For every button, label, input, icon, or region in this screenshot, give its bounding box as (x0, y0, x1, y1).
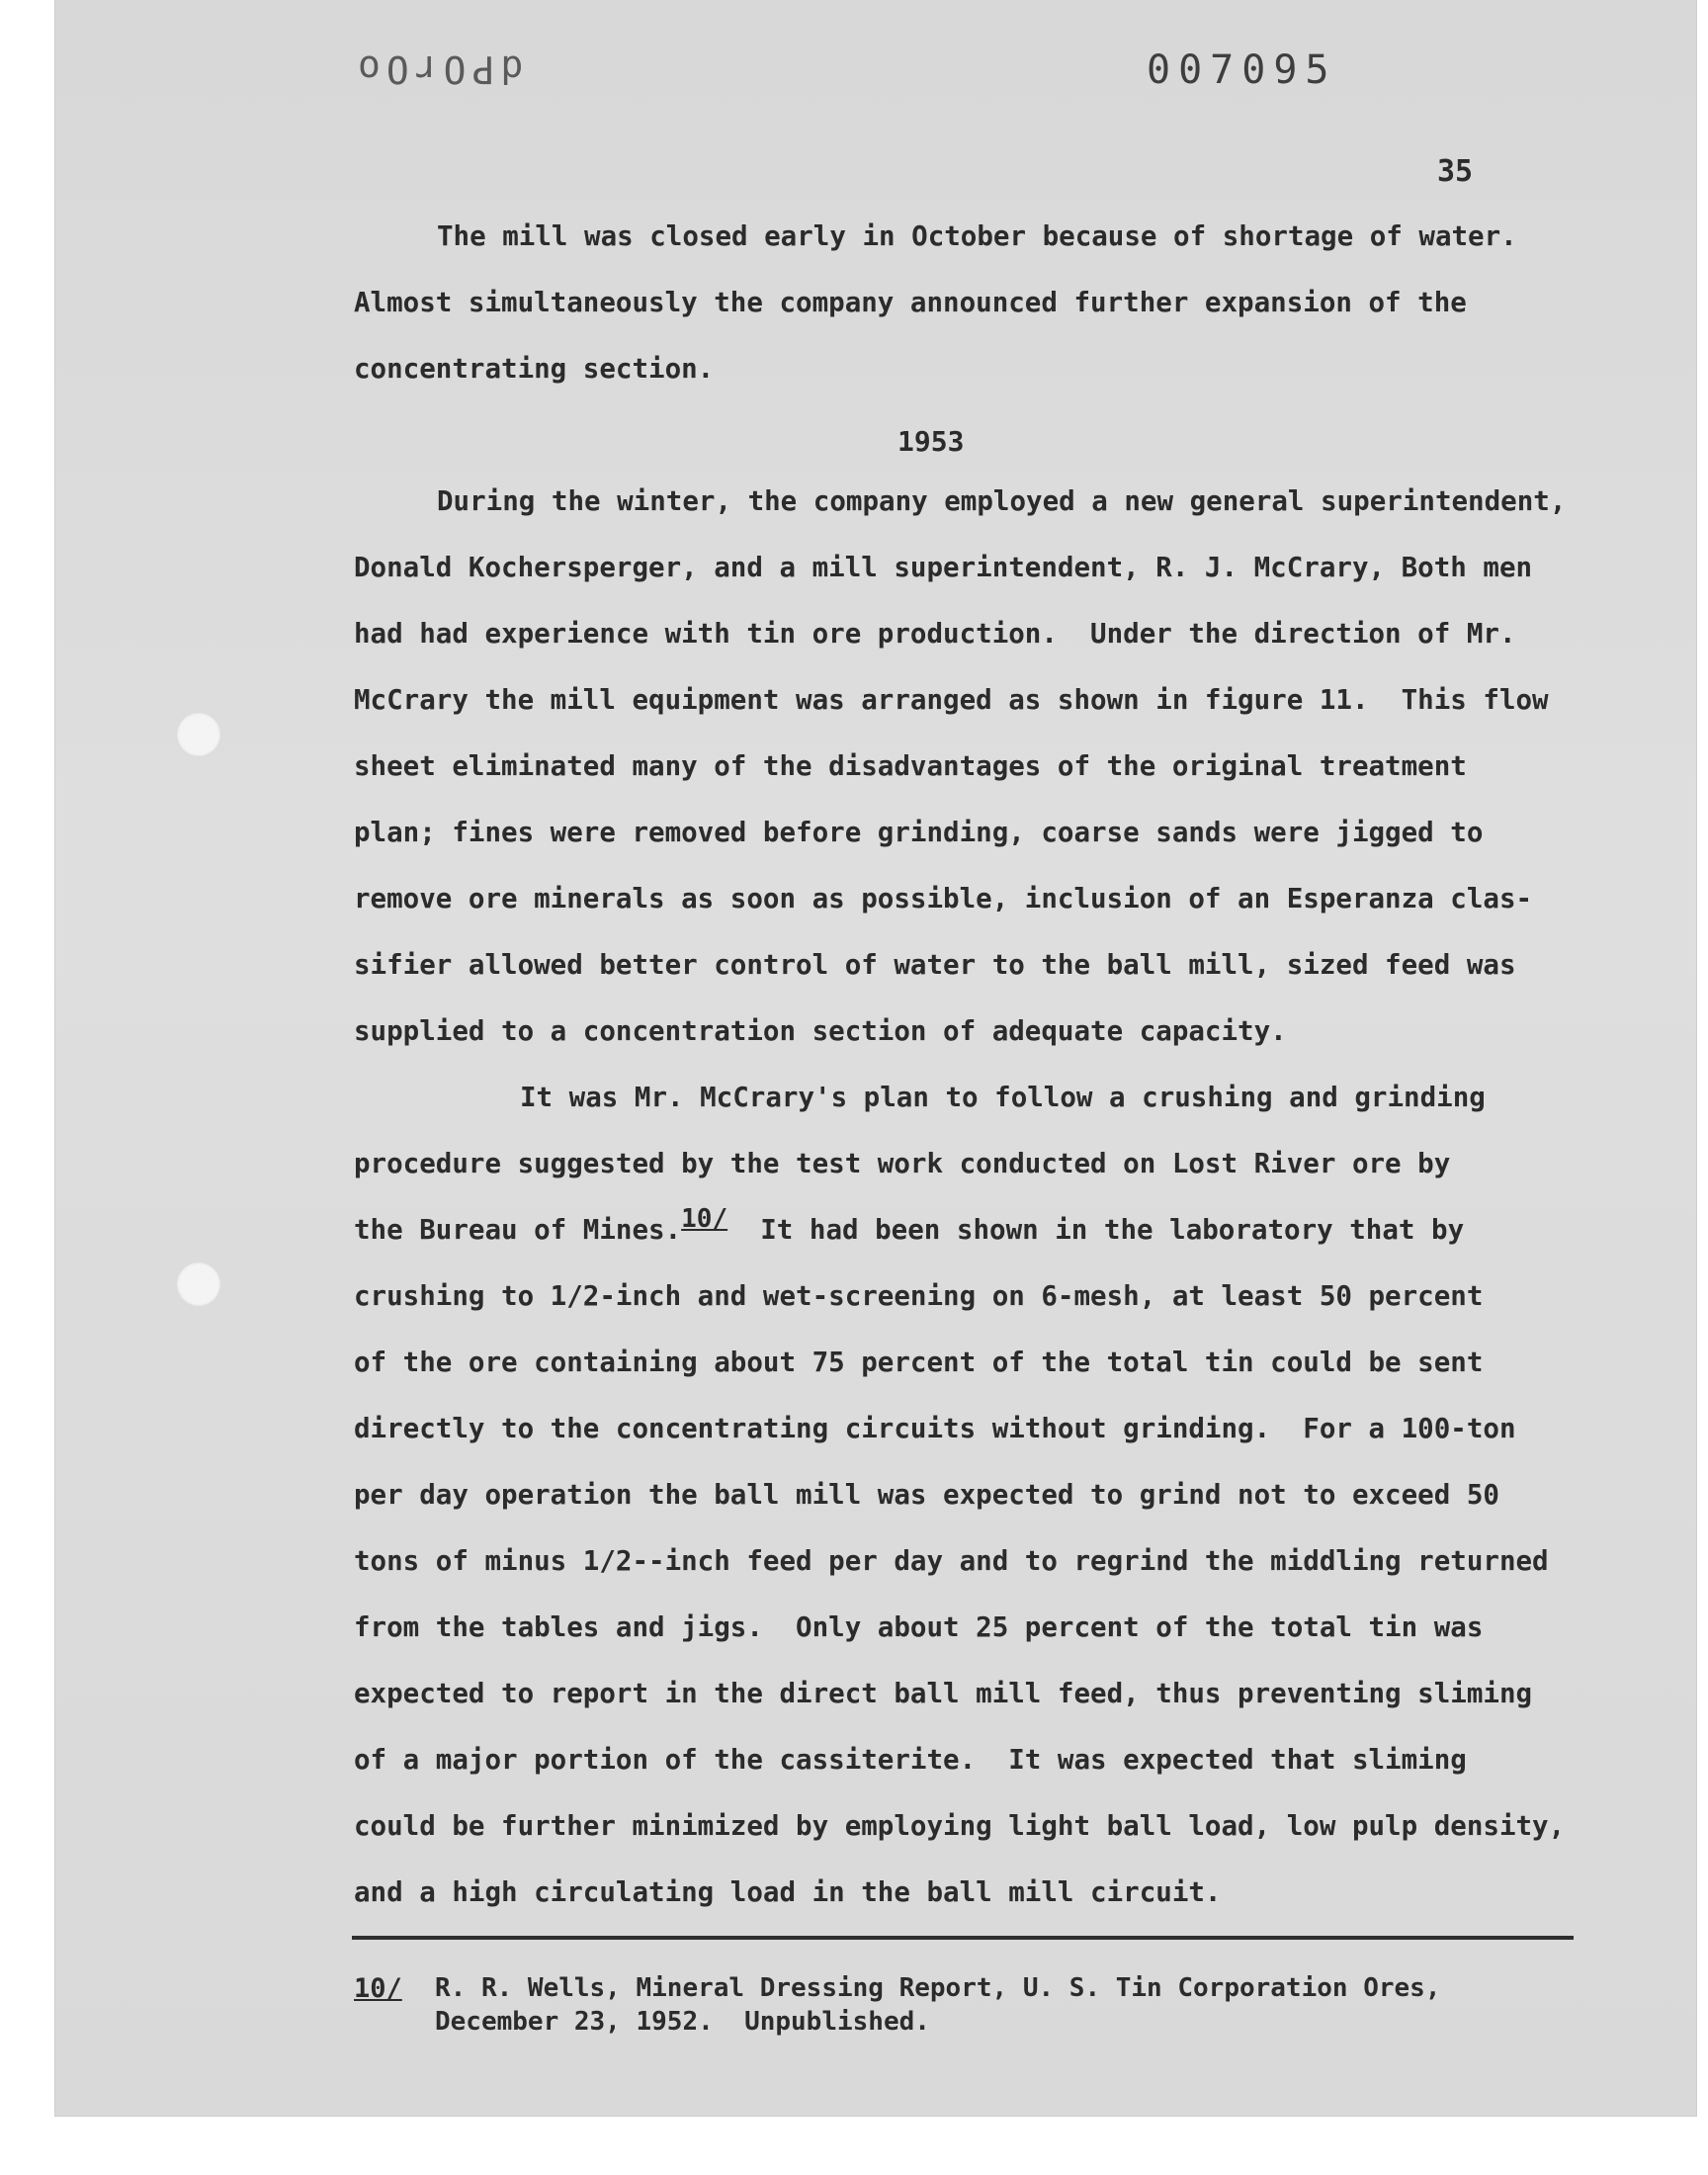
paragraph-line: remove ore minerals as soon as possible, inclusion of an Esperanza clas- (354, 883, 1533, 914)
paragraph-line: per day operation the ball mill was expected to grind not to exceed 50 (354, 1479, 1499, 1511)
paragraph-line: and a high circulating load in the ball mill circuit. (354, 1876, 1222, 1908)
page-number: 35 (1437, 154, 1474, 189)
paragraph-line: McCrary the mill equipment was arranged as shown in figure 11. This flow (354, 684, 1549, 716)
punch-hole-top (176, 712, 221, 757)
paragraph-line: Almost simultaneously the company announced further expansion of the (354, 287, 1467, 318)
stamp-left: dPOrOo (352, 47, 524, 91)
paragraph-line: plan; fines were removed before grinding, coarse sands were jigged to (354, 817, 1484, 848)
footnote-divider (352, 1936, 1574, 1940)
paragraph-line: procedure suggested by the test work conducted on Lost River ore by (354, 1148, 1451, 1179)
paragraph-line: tons of minus 1/2--inch feed per day and to regrind the middling returned (354, 1545, 1549, 1577)
footnote-label: 10/ (354, 1973, 402, 2004)
document-number-stamp: 007095 (1147, 47, 1337, 93)
paragraph-text: the Bureau of Mines. (354, 1214, 682, 1246)
paragraph-line: concentrating section. (354, 353, 715, 385)
paragraph-text: It had been shown in the laboratory that by (727, 1214, 1465, 1246)
footnote-reference: 10/ (681, 1204, 728, 1234)
paragraph-line: It was Mr. McCrary's plan to follow a crushing and grinding (520, 1082, 1486, 1113)
footnote-text-line: R. R. Wells, Mineral Dressing Report, U. S. Tin Corporation Ores, (435, 1973, 1441, 2003)
document-page (55, 0, 1696, 2116)
paragraph-line: crushing to 1/2-inch and wet-screening on 6-mesh, at least 50 percent (354, 1280, 1484, 1312)
footnote-text-line: December 23, 1952. Unpublished. (435, 2007, 930, 2037)
paragraph-line: of a major portion of the cassiterite. It was expected that sliming (354, 1744, 1467, 1776)
paragraph-line: sheet eliminated many of the disadvantages of the original treatment (354, 750, 1467, 782)
paragraph-line: of the ore containing about 75 percent of the total tin could be sent (354, 1347, 1484, 1378)
paragraph-line-with-footnote (354, 1204, 1465, 1246)
paragraph-line: Donald Kochersperger, and a mill superintendent, R. J. McCrary, Both men (354, 552, 1533, 583)
paragraph-line: expected to report in the direct ball mill feed, thus preventing sliming (354, 1678, 1533, 1709)
paragraph-line: The mill was closed early in October because of shortage of water. (437, 220, 1517, 252)
paragraph-line: During the winter, the company employed a new general superintendent, (437, 485, 1567, 517)
paragraph-line: sifier allowed better control of water to the ball mill, sized feed was (354, 949, 1516, 981)
paragraph-line: directly to the concentrating circuits without grinding. For a 100-ton (354, 1413, 1516, 1444)
punch-hole-bottom (176, 1262, 221, 1307)
paragraph-line: could be further minimized by employing light ball load, low pulp density, (354, 1810, 1566, 1842)
paragraph-line: supplied to a concentration section of adequate capacity. (354, 1015, 1287, 1047)
paragraph-line: from the tables and jigs. Only about 25 percent of the total tin was (354, 1611, 1484, 1643)
paragraph-line: had had experience with tin ore production. Under the direction of Mr. (354, 618, 1516, 650)
section-heading-year: 1953 (897, 425, 965, 458)
